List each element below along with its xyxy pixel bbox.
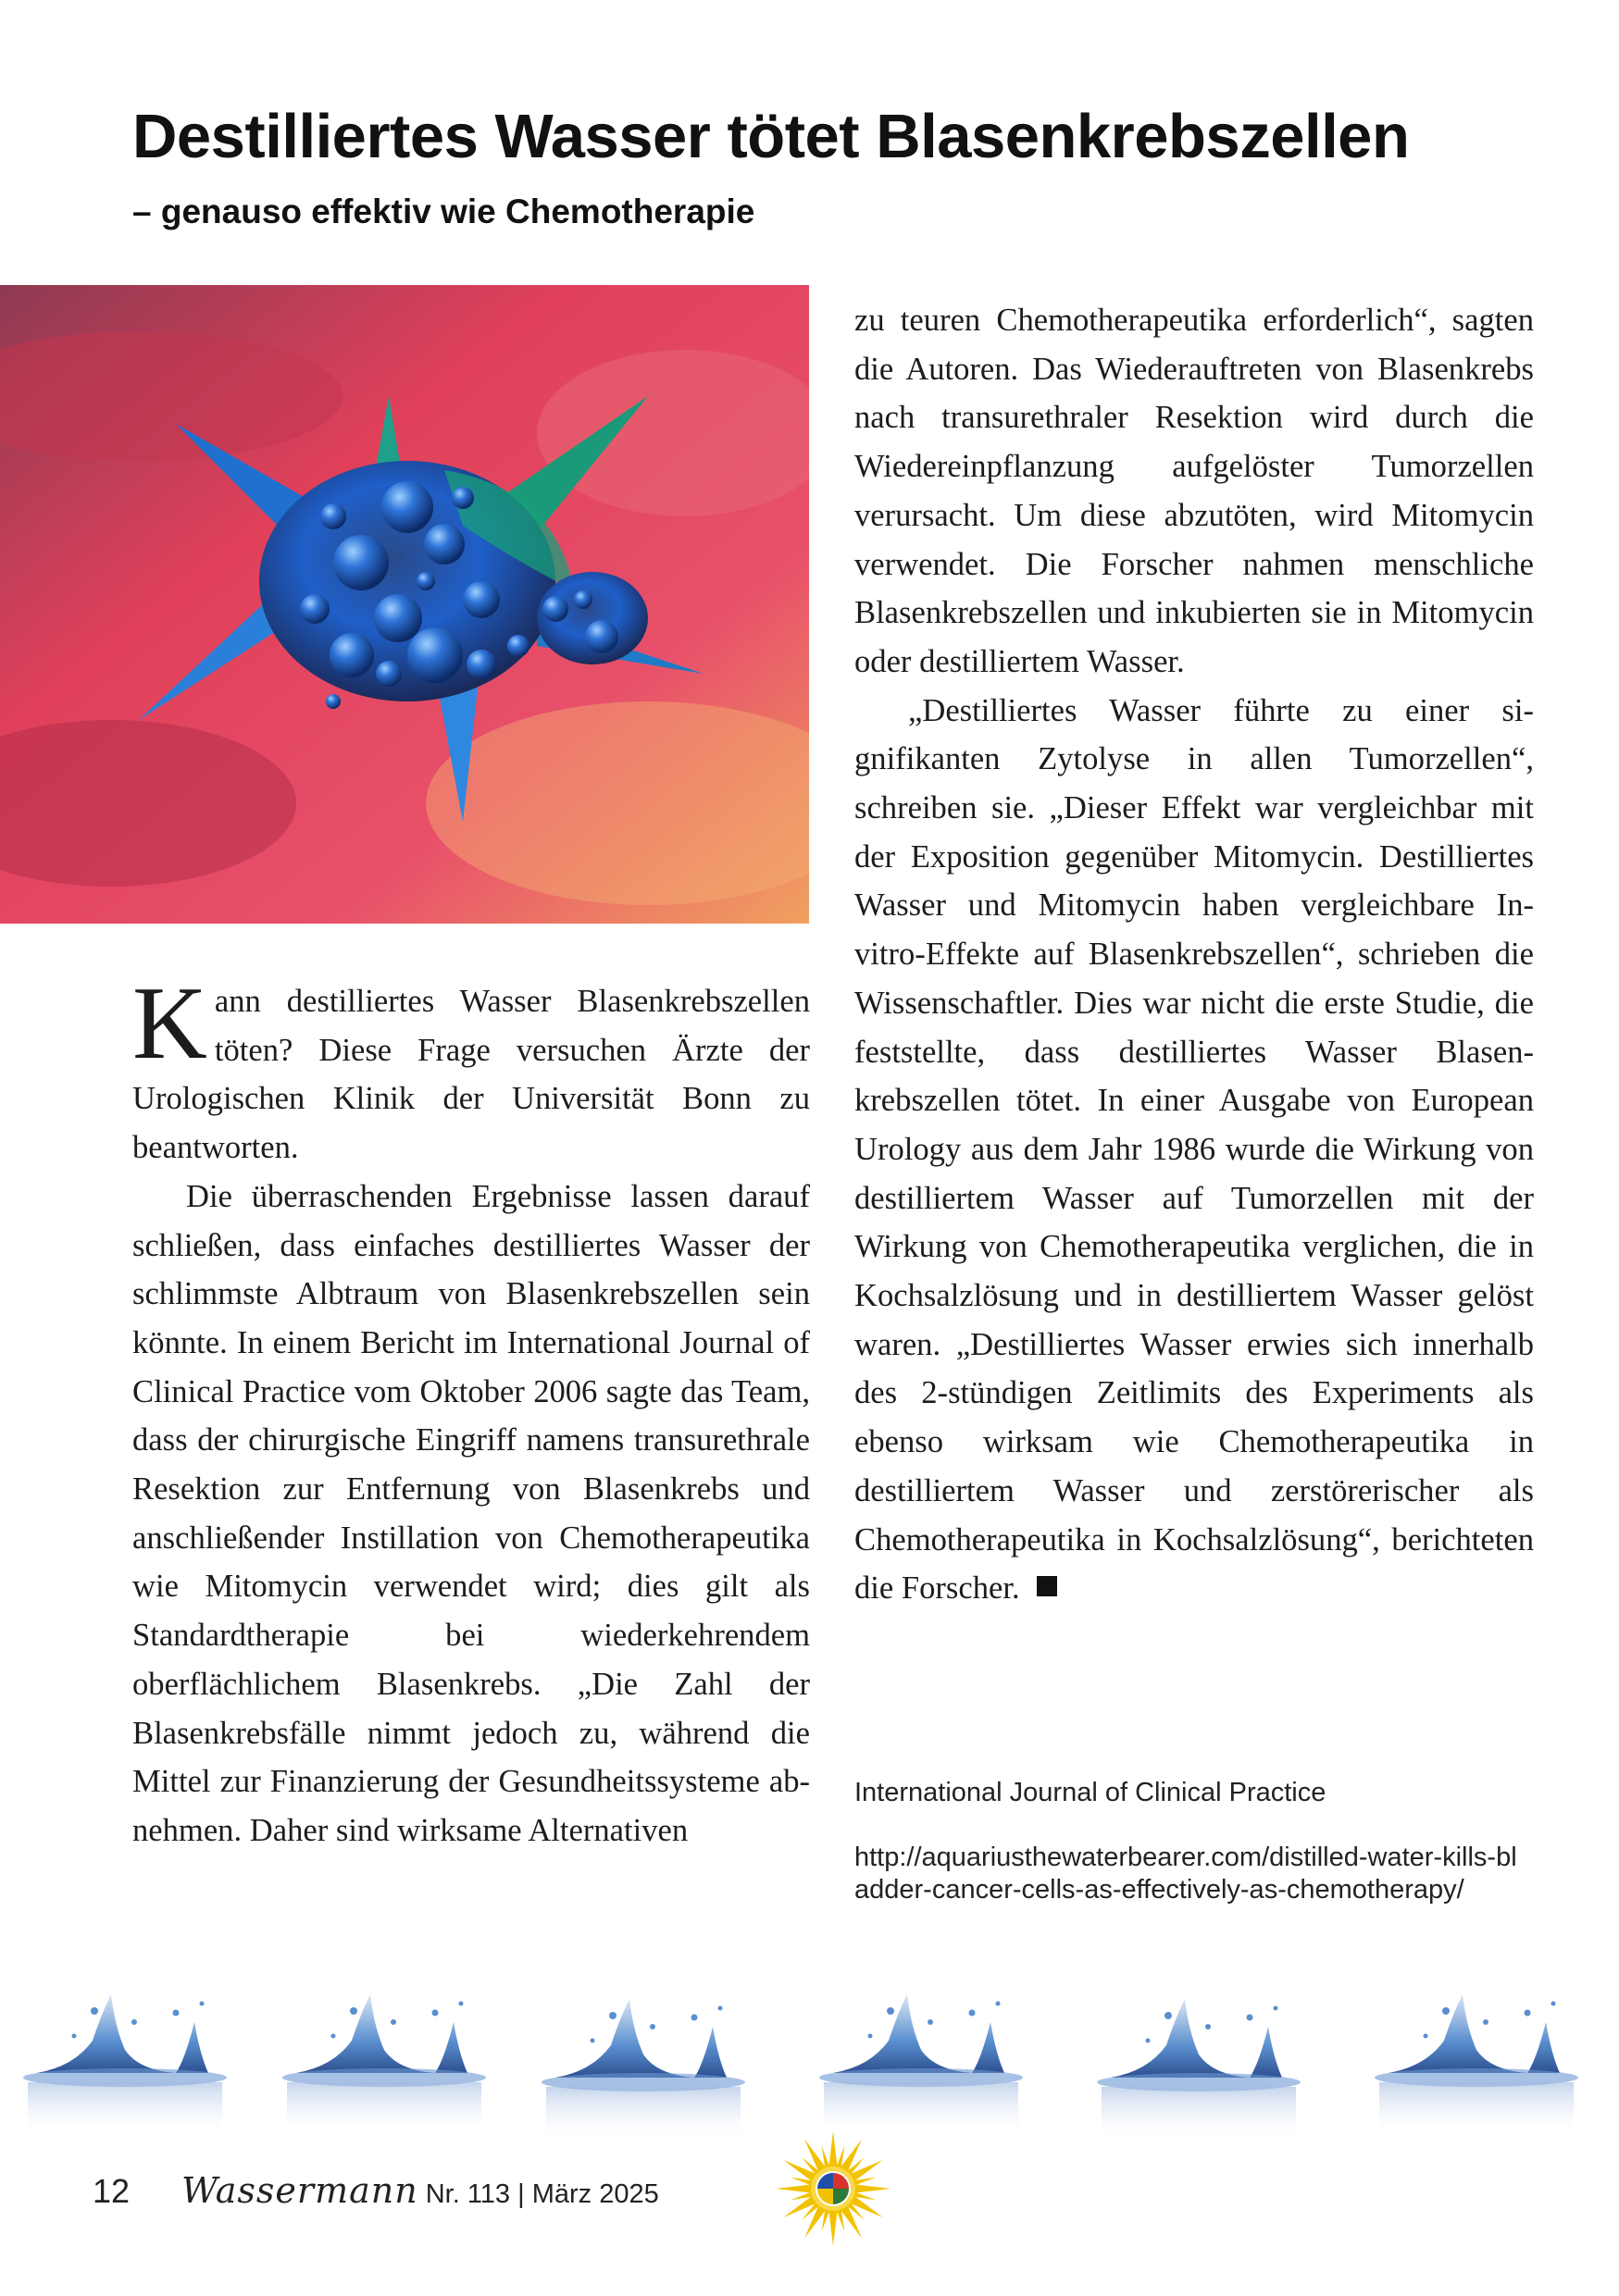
source-journal: International Journal of Clinical Practice	[854, 1778, 1326, 1807]
source-url[interactable]: http://aquariusthewaterbearer.com/distilled-water-kills-bladder-cancer-cells-as-effectively-as-chemotherapy/	[854, 1843, 1517, 1905]
water-splash-decoration	[0, 1967, 1619, 2152]
magazine-name: Wassermann	[181, 2170, 418, 2211]
page-number: 12	[93, 2172, 131, 2210]
page-footer	[93, 2170, 659, 2216]
article-text: ann destilliertes Wasser Blasenkrebszellen töten? Diese Frage versuchen Ärzte der Urologischen Klinik der Universität Bonn zu beantworten.	[132, 984, 810, 1166]
article-paragraph	[854, 687, 1534, 1613]
headline: Destilliertes Wasser tötet Blasenkrebszellen	[132, 102, 1410, 171]
article-column-right	[854, 296, 1534, 1613]
black-square-icon	[1037, 1576, 1057, 1596]
article-paragraph: zu teuren Chemotherapeutika erforderlich“, sagten die Autoren. Das Wiederauftreten von Blasenkrebs nach transurethraler Resektion wird durch die Wiedereinpflanzung aufgelöster Tumorzellen verursacht. Um diese abzutöten, wird Mitomycin verwendet. Die Forscher nahmen menschliche Blasenkrebszellen und inkubierten sie in Mitomycin oder destilliertem Wasser.	[854, 303, 1534, 679]
article-paragraph	[132, 966, 810, 1173]
article-column-left	[132, 966, 810, 1855]
article-paragraph: Die überraschenden Ergebnisse lassen darauf schließen, dass einfaches destilliertes Wasser der schlimmste Albtraum von Blasenkrebszellen sein könnte. In einem Bericht im International Journal of Clinical Practice vom Oktober 2006 sagte das Team, dass der chirurgische Eingriff namens transurethrale Resektion zur Entfernung von Blasenkrebs und anschließender Instillation von Chemotherapeutika wie Mitomycin verwendet wird; dies gilt als Standardtherapie bei wiederkehrendem oberflächlichem Blasenkrebs. „Die Zahl der Blasenkrebsfälle nimmt jedoch zu, während die Mittel zur Finanzierung der Gesundheitssysteme abnehmen. Daher sind wirksame Alternativen	[132, 1178, 810, 1848]
issue-info: Nr. 113 | März 2025	[425, 2179, 659, 2209]
cancer-cell-image	[0, 285, 809, 924]
article-text: „Destilliertes Wasser führte zu einer signifikanten Zytolyse in allen Tumorzellen“, schreiben sie. „Dieser Effekt war vergleichbar mit der Exposition gegenüber Mitomycin. Destilliertes Wasser und Mitomycin haben vergleichbare In-vitro-Effekte auf Blasenkrebszellen“, schrieben die Wissenschaftler. Dies war nicht die erste Studie, die feststellte, dass destilliertes Wasser Blasenkrebszellen tötet. In einer Ausgabe von European Urology aus dem Jahr 1986 wurde die Wirkung von destilliertem Wasser auf Tumorzellen mit der Wirkung von Chemotherapeutika verglichen, die in Kochsalzlösung und in destilliertem Wasser gelöst waren. „Destilliertes Wasser erwies sich innerhalb des 2-stündigen Zeitlimits des Experiments als ebenso wirksam wie Chemotherapeutika in destilliertem Wasser und zerstörerischer als Chemotherapeutika in Kochsalzlösung“, berichteten die Forscher.	[854, 692, 1534, 1607]
sun-logo-icon	[773, 2128, 893, 2249]
subheadline: – genauso effektiv wie Chemotherapie	[132, 192, 755, 230]
drop-cap: K	[132, 966, 207, 1081]
